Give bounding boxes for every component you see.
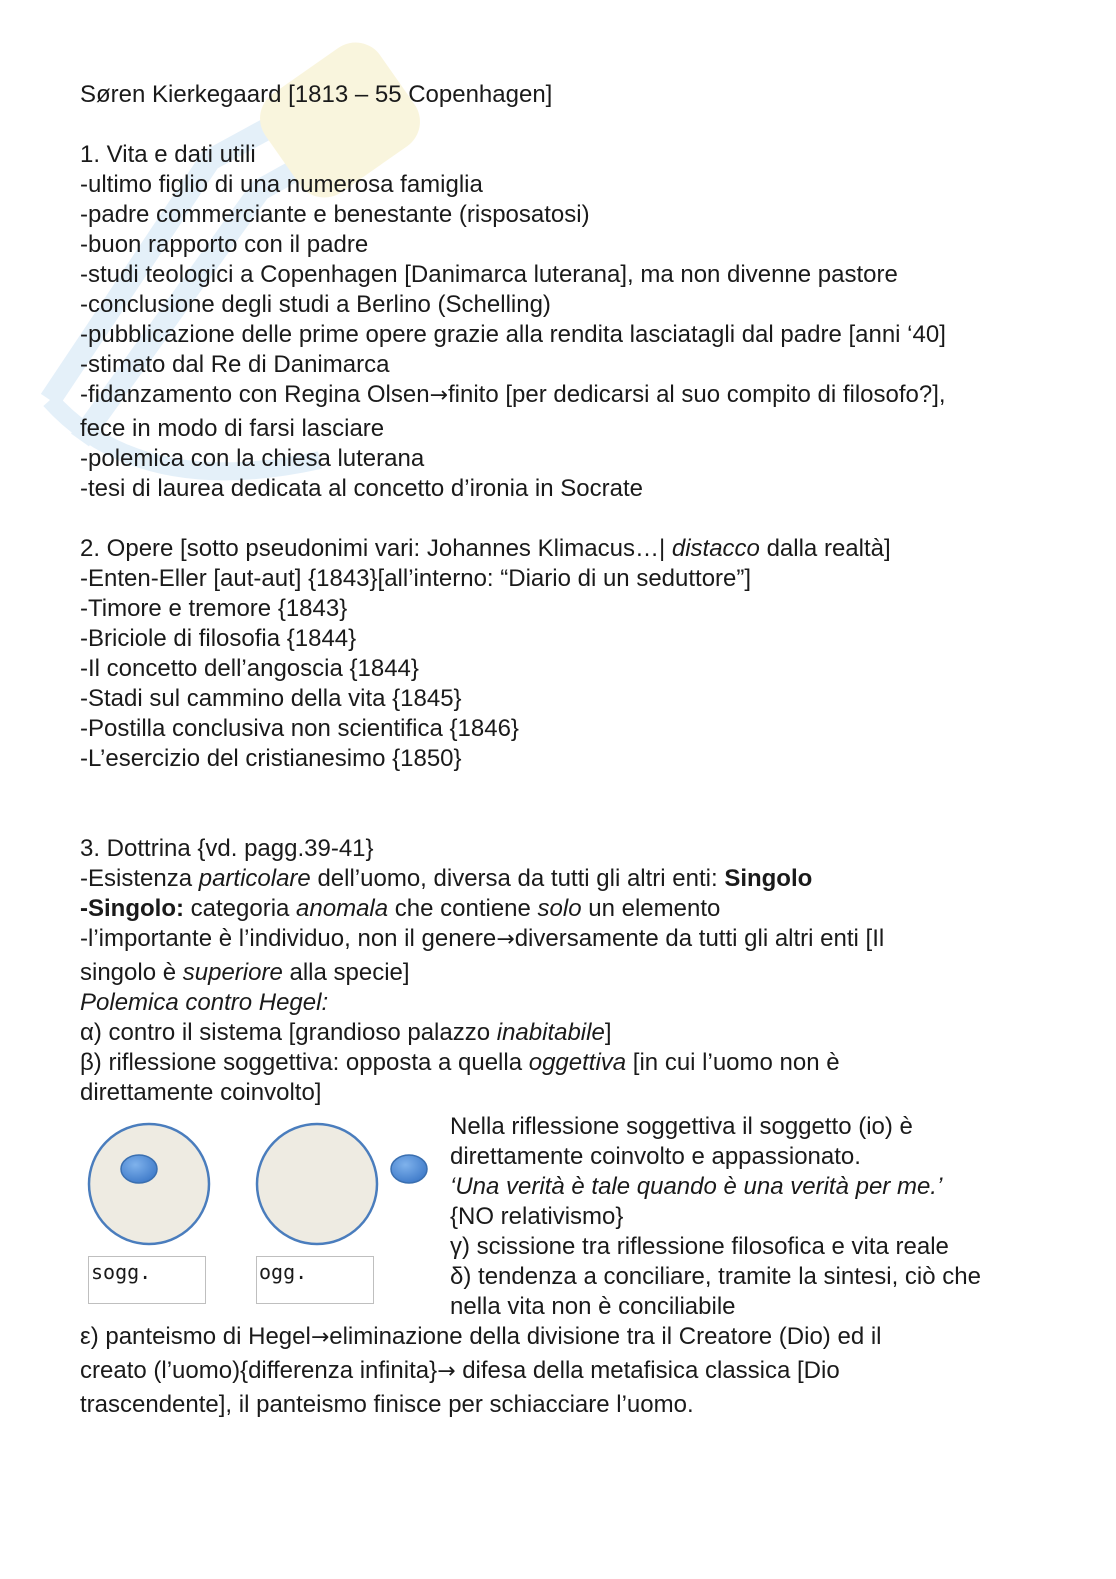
text-run-italic: inabitabile [496, 1019, 605, 1046]
text-run: dell’uomo, diversa da tutti gli altri enti: [310, 865, 725, 892]
arrow-right-icon: → [310, 1325, 330, 1350]
section-1-item-fidanzamento [80, 380, 1040, 411]
text-run: un elemento [581, 895, 721, 922]
side-text-line: direttamente coinvolto e appassionato. [450, 1143, 861, 1170]
text-run: categoria [183, 895, 297, 922]
text-run-italic: Polemica contro Hegel: [80, 989, 329, 1016]
text-run: α) contro il sistema [grandioso palazzo [80, 1019, 497, 1046]
text-run-italic: superiore [182, 959, 283, 986]
text-run: -l’importante è l’individuo, non il genere [80, 925, 497, 952]
text-run: ] [604, 1019, 612, 1046]
text-run: dalla realtà] [759, 535, 891, 562]
section-2-heading [80, 534, 1040, 564]
sogg-label: sogg. [88, 1256, 206, 1304]
section-2-item: -Stadi sul cammino della vita {1845} [80, 685, 462, 712]
text-run: [in cui l’uomo non è [626, 1049, 840, 1076]
object-circle [257, 1124, 377, 1244]
section-1-item: -pubblicazione delle prime opere grazie alla rendita lasciatagli dal padre [anni ‘40] [80, 321, 946, 348]
section-2-item: -Postilla conclusiva non scientifica {1846} [80, 715, 519, 742]
document-page [80, 80, 1040, 1420]
side-text-line: {NO relativismo} [450, 1203, 624, 1230]
section-1-item-continued: fece in modo di farsi lasciare [80, 415, 385, 442]
beta-point-continued: direttamente coinvolto] [80, 1079, 322, 1106]
section-1-item: -stimato dal Re di Danimarca [80, 351, 390, 378]
text-run: alla specie] [282, 959, 410, 986]
side-quote [450, 1172, 1050, 1202]
subject-inner-dot [121, 1155, 157, 1183]
section-3-line [80, 864, 1040, 894]
text-run: 2. Opere [sotto pseudonimi vari: Johannes Klimacus…| [80, 535, 672, 562]
text-run: singolo è [80, 959, 183, 986]
section-3-line [80, 958, 1040, 988]
text-run: finito [per dedicarsi al suo compito di filosofo?], [447, 381, 946, 408]
object-outer-dot [391, 1155, 427, 1183]
text-run-italic: ‘Una verità è tale quando è una verità per me.’ [450, 1173, 943, 1200]
text-run: creato (l’uomo){differenza infinita} [80, 1357, 438, 1384]
section-1-item: -ultimo figlio di una numerosa famiglia [80, 171, 483, 198]
beta-point [80, 1048, 1040, 1078]
section-1-heading: 1. Vita e dati utili [80, 141, 256, 168]
section-2-item: -Enten-Eller [aut-aut] {1843}[all’interno: “Diario di un seduttore”] [80, 565, 752, 592]
text-run: diversamente da tutti gli altri enti [Il [514, 925, 885, 952]
text-run-bold: -Singolo: [80, 895, 184, 922]
ogg-label: ogg. [256, 1256, 374, 1304]
arrow-right-icon: → [437, 1359, 456, 1384]
section-3-line [80, 924, 1040, 955]
text-run-italic: distacco [671, 535, 760, 562]
text-run: -Esistenza [80, 865, 199, 892]
diagram-row [80, 1112, 1040, 1322]
text-run-italic: particolare [198, 865, 311, 892]
section-3-line [80, 894, 1040, 924]
section-1-item: -polemica con la chiesa luterana [80, 445, 425, 472]
arrow-right-icon: → [496, 927, 515, 952]
text-run: che contiene [388, 895, 538, 922]
section-3-heading: 3. Dottrina {vd. pagg.39-41} [80, 835, 374, 862]
section-2-item: -Il concetto dell’angoscia {1844} [80, 655, 419, 682]
section-2-item: -Timore e tremore {1843} [80, 595, 348, 622]
section-1-item: -tesi di laurea dedicata al concetto d’ironia in Socrate [80, 475, 643, 502]
section-2-item: -L’esercizio del cristianesimo {1850} [80, 745, 462, 772]
side-text-line: Nella riflessione soggettiva il soggetto (io) è [450, 1113, 913, 1140]
section-1-item: -studi teologici a Copenhagen [Danimarca luterana], ma non divenne pastore [80, 261, 898, 288]
text-run: difesa della metafisica classica [Dio [455, 1357, 840, 1384]
gamma-point: γ) scissione tra riflessione filosofica e vita reale [450, 1233, 949, 1260]
text-run-italic: solo [537, 895, 582, 922]
subject-circle [89, 1124, 209, 1244]
delta-point-continued: nella vita non è conciliabile [450, 1293, 736, 1320]
text-run: eliminazione della divisione tra il Creatore (Dio) ed il [329, 1323, 882, 1350]
epsilon-point-continued [80, 1356, 1040, 1387]
arrow-right-icon: → [429, 383, 448, 408]
section-2-item: -Briciole di filosofia {1844} [80, 625, 357, 652]
section-1-item: -conclusione degli studi a Berlino (Schelling) [80, 291, 551, 318]
polemica-heading [80, 988, 1040, 1018]
epsilon-point-continued: trascendente], il panteismo finisce per schiacciare l’uomo. [80, 1391, 694, 1418]
document-title: Søren Kierkegaard [1813 – 55 Copenhagen] [80, 81, 553, 108]
section-1-item: -buon rapporto con il padre [80, 231, 369, 258]
alpha-point [80, 1018, 1040, 1048]
text-run: β) riflessione soggettiva: opposta a quella [80, 1049, 529, 1076]
text-run-italic: anomala [296, 895, 389, 922]
delta-point: δ) tendenza a conciliare, tramite la sintesi, ciò che [450, 1263, 981, 1290]
diagram-side-text [450, 1112, 1050, 1322]
text-run: -fidanzamento con Regina Olsen [80, 381, 430, 408]
section-1-item: -padre commerciante e benestante (risposatosi) [80, 201, 590, 228]
text-run-bold: Singolo [724, 865, 813, 892]
epsilon-point [80, 1322, 1040, 1353]
text-run: ε) panteismo di Hegel [80, 1323, 311, 1350]
subjective-objective-diagram [80, 1112, 440, 1322]
text-run-italic: oggettiva [528, 1049, 627, 1076]
